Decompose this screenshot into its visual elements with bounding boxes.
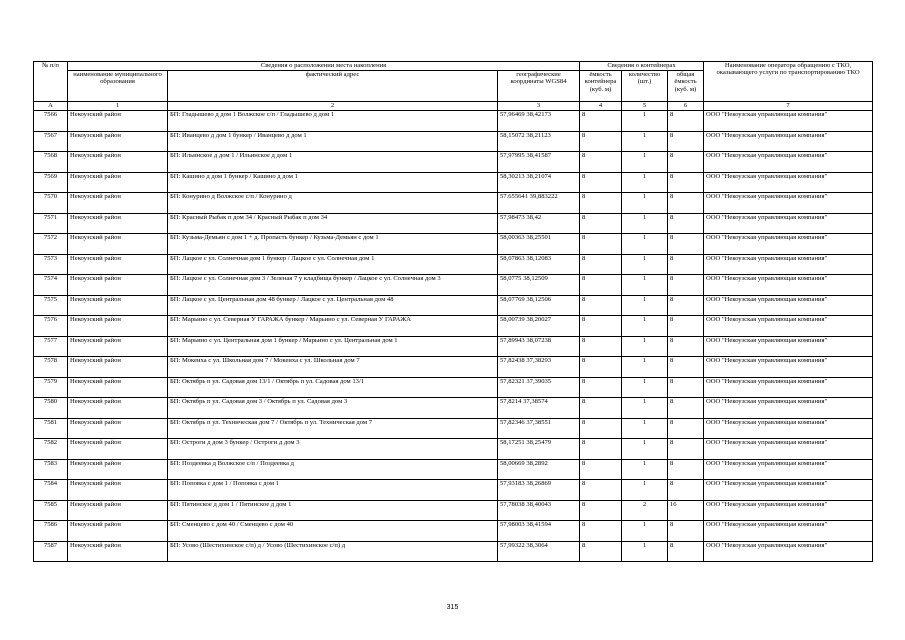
coordinates-cell: 58,07863 38,12083 — [498, 254, 580, 275]
municipality-cell: Некоузский район — [68, 152, 168, 173]
municipality-cell: Некоузский район — [68, 500, 168, 521]
municipality-cell: Некоузский район — [68, 377, 168, 398]
count-cell: 1 — [622, 131, 668, 152]
count-cell: 1 — [622, 377, 668, 398]
header-index: 5 — [622, 102, 668, 111]
total-capacity-cell: 8 — [668, 131, 704, 152]
operator-cell: ООО "Некоузская управляющая компания" — [704, 172, 873, 193]
operator-cell: ООО "Некоузская управляющая компания" — [704, 398, 873, 419]
count-cell: 1 — [622, 398, 668, 419]
operator-cell: ООО "Некоузская управляющая компания" — [704, 541, 873, 562]
total-capacity-cell: 8 — [668, 193, 704, 214]
row-number: 7574 — [34, 275, 68, 296]
total-capacity-cell: 8 — [668, 336, 704, 357]
municipality-cell: Некоузский район — [68, 439, 168, 460]
capacity-cell: 8 — [580, 521, 622, 542]
address-cell: БП: Сменцево с дом 40 / Сменцево с дом 40 — [168, 521, 498, 542]
address-cell: БП: Октябрь п ул. Садовая дом 13/1 / Октябрь п ул. Садовая дом 13/1 — [168, 377, 498, 398]
coordinates-cell: 57,93183 38,26869 — [498, 480, 580, 501]
header-total-capacity: общая ёмкость (куб. м) — [668, 71, 704, 102]
coordinates-cell: 58,15072 38,21123 — [498, 131, 580, 152]
row-number: 7587 — [34, 541, 68, 562]
row-number: 7586 — [34, 521, 68, 542]
header-count: количество (шт.) — [622, 71, 668, 102]
address-cell: БП: Пятинское д дом 1 / Пятинское д дом 1 — [168, 500, 498, 521]
operator-cell: ООО "Некоузская управляющая компания" — [704, 275, 873, 296]
total-capacity-cell: 8 — [668, 521, 704, 542]
header-location-group: Сведения о расположении места накопления — [68, 62, 580, 71]
coordinates-cell: 58,30213 38,21074 — [498, 172, 580, 193]
table-row — [34, 131, 873, 152]
count-cell: 1 — [622, 254, 668, 275]
table-row — [34, 418, 873, 439]
header-address: фактический адрес — [168, 71, 498, 102]
municipality-cell: Некоузский район — [68, 398, 168, 419]
address-cell: БП: Лацкое с ул. Солнечная дом 3 / Зеленая 7 у кладбища бункер / Лацкое с ул. Солнечная дом 3 — [168, 275, 498, 296]
address-cell: БП: Лацкое с ул. Центральная дом 48 бункер / Лацкое с ул. Центральная дом 48 — [168, 295, 498, 316]
header-number: № п/п — [34, 62, 68, 102]
operator-cell: ООО "Некоузская управляющая компания" — [704, 234, 873, 255]
total-capacity-cell: 8 — [668, 234, 704, 255]
header-municipality: наименование муниципального образования — [68, 71, 168, 102]
table-row — [34, 234, 873, 255]
table-row — [34, 152, 873, 173]
count-cell: 1 — [622, 459, 668, 480]
capacity-cell: 8 — [580, 275, 622, 296]
operator-cell: ООО "Некоузская управляющая компания" — [704, 295, 873, 316]
row-number: 7569 — [34, 172, 68, 193]
municipality-cell: Некоузский район — [68, 336, 168, 357]
total-capacity-cell: 8 — [668, 275, 704, 296]
coordinates-cell: 57,98003 38,41594 — [498, 521, 580, 542]
operator-cell: ООО "Некоузская управляющая компания" — [704, 357, 873, 378]
table-row — [34, 541, 873, 562]
address-cell: БП: Усово (Шестихинское с/п) д / Усово (Шестихинское с/п) д — [168, 541, 498, 562]
capacity-cell: 8 — [580, 213, 622, 234]
address-cell: БП: Кашино д дом 1 бункер / Кашино д дом 1 — [168, 172, 498, 193]
count-cell: 1 — [622, 521, 668, 542]
coordinates-cell: 58,00739 38,20027 — [498, 316, 580, 337]
operator-cell: ООО "Некоузская управляющая компания" — [704, 500, 873, 521]
count-cell: 1 — [622, 418, 668, 439]
table-row — [34, 275, 873, 296]
municipality-cell: Некоузский район — [68, 480, 168, 501]
coordinates-cell: 57,82321 37,39035 — [498, 377, 580, 398]
address-cell: БП: Поздеевка д Волжское с/п / Поздеевка д — [168, 459, 498, 480]
total-capacity-cell: 8 — [668, 295, 704, 316]
municipality-cell: Некоузский район — [68, 254, 168, 275]
municipality-cell: Некоузский район — [68, 213, 168, 234]
header-index: 6 — [668, 102, 704, 111]
municipality-cell: Некоузский район — [68, 275, 168, 296]
row-number: 7573 — [34, 254, 68, 275]
row-number: 7570 — [34, 193, 68, 214]
count-cell: 1 — [622, 480, 668, 501]
count-cell: 2 — [622, 500, 668, 521]
table-row — [34, 439, 873, 460]
row-number: 7582 — [34, 439, 68, 460]
municipality-cell: Некоузский район — [68, 234, 168, 255]
table-row — [34, 357, 873, 378]
table-row — [34, 111, 873, 132]
operator-cell: ООО "Некоузская управляющая компания" — [704, 213, 873, 234]
container-sites-table — [33, 61, 873, 562]
address-cell: БП: Октябрь п ул. Садовая дом 3 / Октябрь п ул. Садовая дом 3 — [168, 398, 498, 419]
capacity-cell: 8 — [580, 459, 622, 480]
count-cell: 1 — [622, 213, 668, 234]
address-cell: БП: Марьино с ул. Центральная дом 1 бункер / Марьино с ул. Центральная дом 1 — [168, 336, 498, 357]
coordinates-cell: 57,8214 37,38574 — [498, 398, 580, 419]
row-number: 7566 — [34, 111, 68, 132]
capacity-cell: 8 — [580, 377, 622, 398]
address-cell: БП: Мокеиха с ул. Школьная дом 7 / Мокеиха с ул. Школьная дом 7 — [168, 357, 498, 378]
municipality-cell: Некоузский район — [68, 459, 168, 480]
address-cell: БП: Гладышево д дом 1 Волжское с/п / Гладышево д дом 1 — [168, 111, 498, 132]
table-row — [34, 254, 873, 275]
count-cell: 1 — [622, 111, 668, 132]
count-cell: 1 — [622, 295, 668, 316]
row-number: 7584 — [34, 480, 68, 501]
table-row — [34, 213, 873, 234]
coordinates-cell: 57,82438 37,38293 — [498, 357, 580, 378]
municipality-cell: Некоузский район — [68, 418, 168, 439]
operator-cell: ООО "Некоузская управляющая компания" — [704, 111, 873, 132]
table-row — [34, 377, 873, 398]
capacity-cell: 8 — [580, 418, 622, 439]
count-cell: 1 — [622, 316, 668, 337]
count-cell: 1 — [622, 336, 668, 357]
total-capacity-cell: 8 — [668, 111, 704, 132]
operator-cell: ООО "Некоузская управляющая компания" — [704, 377, 873, 398]
total-capacity-cell: 8 — [668, 377, 704, 398]
capacity-cell: 8 — [580, 234, 622, 255]
coordinates-cell: 57,99322 38,3064 — [498, 541, 580, 562]
table-row — [34, 336, 873, 357]
total-capacity-cell: 8 — [668, 439, 704, 460]
table-body — [34, 111, 873, 562]
coordinates-cell: 58,0775 38,12509 — [498, 275, 580, 296]
coordinates-cell: 58,00669 38,2892 — [498, 459, 580, 480]
address-cell: БП: Марьино с ул. Северная У ГАРАЖА бункер / Марьино с ул. Северная У ГАРАЖА — [168, 316, 498, 337]
table-row — [34, 480, 873, 501]
operator-cell: ООО "Некоузская управляющая компания" — [704, 254, 873, 275]
total-capacity-cell: 16 — [668, 500, 704, 521]
coordinates-cell: 57.655641 39,883222 — [498, 193, 580, 214]
address-cell: БП: Поповка с дом 1 / Поповка с дом 1 — [168, 480, 498, 501]
header-index: 1 — [68, 102, 168, 111]
capacity-cell: 8 — [580, 131, 622, 152]
total-capacity-cell: 8 — [668, 398, 704, 419]
coordinates-cell: 58,00363 38,25501 — [498, 234, 580, 255]
capacity-cell: 8 — [580, 336, 622, 357]
total-capacity-cell: 8 — [668, 213, 704, 234]
total-capacity-cell: 8 — [668, 316, 704, 337]
address-cell: БП: Конурино д Волжское с/п / Конурино д — [168, 193, 498, 214]
row-number: 7575 — [34, 295, 68, 316]
row-number: 7571 — [34, 213, 68, 234]
row-number: 7583 — [34, 459, 68, 480]
capacity-cell: 8 — [580, 398, 622, 419]
address-cell: БП: Остроги д дом 3 бункер / Остроги д дом 3 — [168, 439, 498, 460]
header-coordinates: географические координаты WGS84 — [498, 71, 580, 102]
address-cell: БП: Красный Рыбак п дом 34 / Красный Рыбак п дом 34 — [168, 213, 498, 234]
header-index: 2 — [168, 102, 498, 111]
address-cell: БП: Иванцево д дом 1 бункер / Иванцево д дом 1 — [168, 131, 498, 152]
capacity-cell: 8 — [580, 193, 622, 214]
table-row — [34, 295, 873, 316]
municipality-cell: Некоузский район — [68, 172, 168, 193]
row-number: 7585 — [34, 500, 68, 521]
total-capacity-cell: 8 — [668, 541, 704, 562]
capacity-cell: 8 — [580, 316, 622, 337]
capacity-cell: 8 — [580, 439, 622, 460]
total-capacity-cell: 8 — [668, 418, 704, 439]
operator-cell: ООО "Некоузская управляющая компания" — [704, 152, 873, 173]
municipality-cell: Некоузский район — [68, 131, 168, 152]
page-number: 315 — [446, 604, 459, 611]
header-capacity: ёмкость контейнера (куб. м) — [580, 71, 622, 102]
row-number: 7579 — [34, 377, 68, 398]
row-number: 7581 — [34, 418, 68, 439]
municipality-cell: Некоузский район — [68, 295, 168, 316]
capacity-cell: 8 — [580, 500, 622, 521]
coordinates-cell: 58,07769 38,12506 — [498, 295, 580, 316]
address-cell: БП: Кузьма-Демьян с дом 1 + д. Пропасть бункер / Кузьма-Демьян с дом 1 — [168, 234, 498, 255]
municipality-cell: Некоузский район — [68, 541, 168, 562]
capacity-cell: 8 — [580, 357, 622, 378]
coordinates-cell: 57,97995 38,41587 — [498, 152, 580, 173]
row-number: 7567 — [34, 131, 68, 152]
table-row — [34, 398, 873, 419]
count-cell: 1 — [622, 439, 668, 460]
municipality-cell: Некоузский район — [68, 521, 168, 542]
row-number: 7578 — [34, 357, 68, 378]
operator-cell: ООО "Некоузская управляющая компания" — [704, 459, 873, 480]
municipality-cell: Некоузский район — [68, 316, 168, 337]
coordinates-cell: 57,78038 38,40043 — [498, 500, 580, 521]
header-index: 4 — [580, 102, 622, 111]
row-number: 7572 — [34, 234, 68, 255]
coordinates-cell: 57,98473 38,42 — [498, 213, 580, 234]
capacity-cell: 8 — [580, 480, 622, 501]
operator-cell: ООО "Некоузская управляющая компания" — [704, 316, 873, 337]
capacity-cell: 8 — [580, 152, 622, 173]
header-operator: Наименование оператора обращению с ТКО, оказывающего услуги по транспортированию ТКО — [704, 62, 873, 102]
row-number: 7577 — [34, 336, 68, 357]
count-cell: 1 — [622, 152, 668, 173]
coordinates-cell: 58,17251 38,25479 — [498, 439, 580, 460]
header-containers-group: Сведения о контейнерах — [580, 62, 704, 71]
capacity-cell: 8 — [580, 172, 622, 193]
operator-cell: ООО "Некоузская управляющая компания" — [704, 193, 873, 214]
row-number: 7580 — [34, 398, 68, 419]
count-cell: 1 — [622, 357, 668, 378]
address-cell: БП: Ильинское д дом 1 / Ильинское д дом 1 — [168, 152, 498, 173]
coordinates-cell: 57,89943 38,07238 — [498, 336, 580, 357]
document-sheet — [33, 61, 872, 562]
table-row — [34, 459, 873, 480]
count-cell: 1 — [622, 172, 668, 193]
total-capacity-cell: 8 — [668, 254, 704, 275]
municipality-cell: Некоузский район — [68, 357, 168, 378]
operator-cell: ООО "Некоузская управляющая компания" — [704, 480, 873, 501]
count-cell: 1 — [622, 541, 668, 562]
operator-cell: ООО "Некоузская управляющая компания" — [704, 439, 873, 460]
row-number: 7576 — [34, 316, 68, 337]
table-row — [34, 316, 873, 337]
operator-cell: ООО "Некоузская управляющая компания" — [704, 336, 873, 357]
table-row — [34, 521, 873, 542]
municipality-cell: Некоузский район — [68, 193, 168, 214]
capacity-cell: 8 — [580, 541, 622, 562]
total-capacity-cell: 8 — [668, 459, 704, 480]
table-row — [34, 500, 873, 521]
operator-cell: ООО "Некоузская управляющая компания" — [704, 521, 873, 542]
total-capacity-cell: 8 — [668, 480, 704, 501]
address-cell: БП: Октябрь п ул. Техническая дом 7 / Октябрь п ул. Техническая дом 7 — [168, 418, 498, 439]
count-cell: 1 — [622, 275, 668, 296]
capacity-cell: 8 — [580, 111, 622, 132]
header-index: А — [34, 102, 68, 111]
header-index: 7 — [704, 102, 873, 111]
total-capacity-cell: 8 — [668, 152, 704, 173]
total-capacity-cell: 8 — [668, 172, 704, 193]
row-number: 7568 — [34, 152, 68, 173]
count-cell: 1 — [622, 234, 668, 255]
capacity-cell: 8 — [580, 295, 622, 316]
header-index: 3 — [498, 102, 580, 111]
operator-cell: ООО "Некоузская управляющая компания" — [704, 131, 873, 152]
address-cell: БП: Лацкое с ул. Солнечная дом 1 бункер / Лацкое с ул. Солнечная дом 1 — [168, 254, 498, 275]
capacity-cell: 8 — [580, 254, 622, 275]
count-cell: 1 — [622, 193, 668, 214]
coordinates-cell: 57,96469 38,42173 — [498, 111, 580, 132]
table-row — [34, 193, 873, 214]
total-capacity-cell: 8 — [668, 357, 704, 378]
table-row — [34, 172, 873, 193]
municipality-cell: Некоузский район — [68, 111, 168, 132]
coordinates-cell: 57,82346 37,38551 — [498, 418, 580, 439]
operator-cell: ООО "Некоузская управляющая компания" — [704, 418, 873, 439]
